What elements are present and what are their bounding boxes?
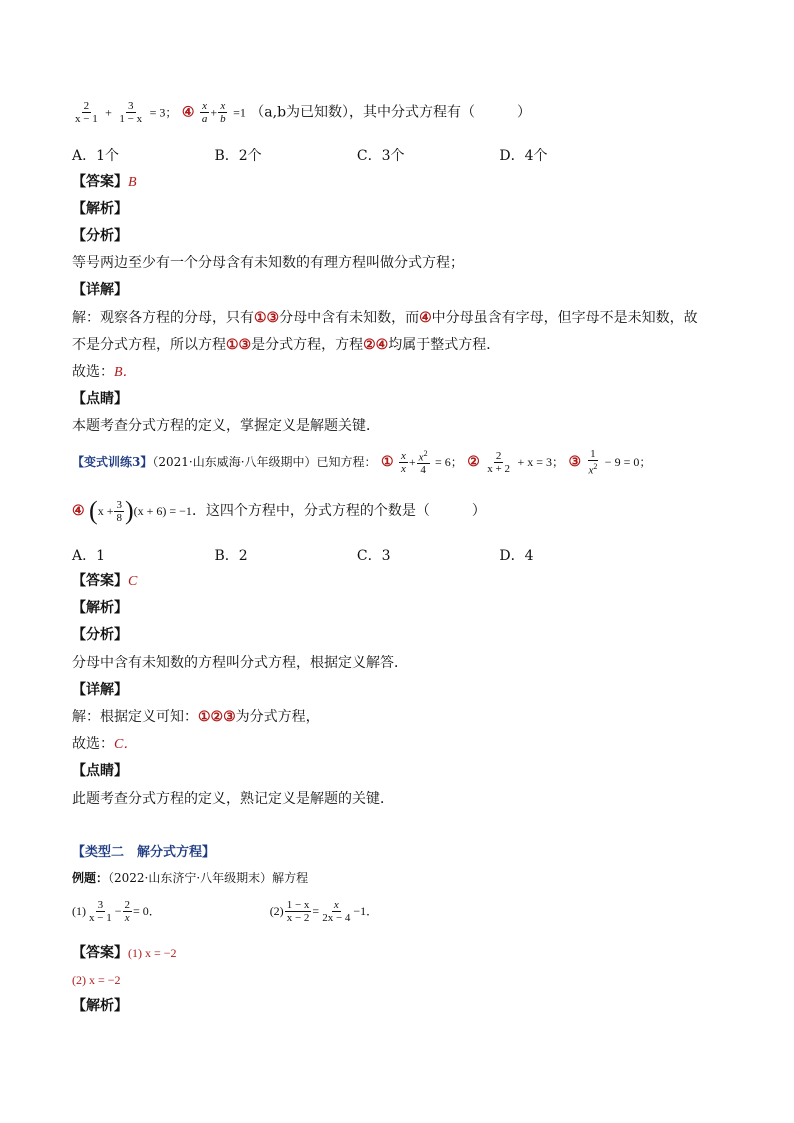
xiangjie-row bbox=[72, 681, 128, 699]
detail-text: 解：观察各方程的分母，只有 bbox=[72, 310, 254, 326]
fraction: $\frac{x}{a}$ bbox=[201, 100, 208, 125]
dianjing-text: 本题考查分式方程的定义，掌握定义是解题关键． bbox=[72, 418, 380, 434]
fraction: $\frac{3}{8}$ bbox=[116, 498, 122, 524]
fraction: $\frac{3}{x - 1}$ bbox=[89, 898, 112, 924]
xiangjie-label: 【详解】 bbox=[72, 282, 128, 298]
option-c: C．3个 bbox=[356, 148, 405, 164]
type2-heading bbox=[72, 843, 215, 862]
eq-text: = 6； bbox=[435, 455, 463, 469]
circle-number: ④ bbox=[181, 104, 195, 121]
fraction: $\frac{x}{2x - 4}$ bbox=[322, 898, 351, 924]
variant3-question-line1: 【变式训练3】（2021·山东威海·八年级期中）已知方程： ① $\frac{x}{x}$ + $\frac{x^2}{4}$ = 6； ② $\frac{2}{x + 2}$ + x = 3； ③ $\frac{1}{x^2}$ − 9 = 0； bbox=[72, 447, 652, 477]
options-row bbox=[72, 547, 637, 565]
jiexi-row bbox=[72, 200, 128, 218]
dianjing-label: 【点睛】 bbox=[72, 763, 128, 779]
fraction: $\frac{2}{x}$ bbox=[124, 898, 130, 924]
option-c: C．3 bbox=[356, 548, 391, 564]
variant-label: 【变式训练3】 bbox=[72, 455, 153, 469]
answer-row bbox=[72, 944, 177, 962]
circle-number: ④ bbox=[419, 310, 432, 326]
detail-text: 不是分式方程，所以方程 bbox=[72, 337, 226, 353]
select-row bbox=[72, 735, 137, 754]
fenxi-label: 【分析】 bbox=[72, 228, 128, 244]
circle-number: ① bbox=[380, 454, 394, 470]
detail-line bbox=[72, 708, 320, 726]
example-label: 例题： bbox=[72, 871, 109, 885]
detail-text: 均属于整式方程． bbox=[388, 337, 501, 353]
dianjing-text: 此题考查分式方程的定义，熟记定义是解题的关键． bbox=[72, 791, 394, 807]
fraction: $\frac{x^2}{4}$ bbox=[418, 448, 428, 477]
answer-label: 【答案】 bbox=[72, 174, 128, 190]
detail-text: 分母中含有未知数，而 bbox=[279, 310, 420, 326]
eq-text: (x + 6) = −1 bbox=[133, 504, 192, 518]
eq-text: = 3； bbox=[149, 105, 178, 120]
detail-text: 是分式方程，方程 bbox=[251, 337, 364, 353]
answer-value: C bbox=[128, 574, 138, 589]
select-text: 故选： bbox=[72, 364, 114, 380]
problems-row: (1) $\frac{3}{x - 1}$ − $\frac{2}{x}$ = 0． (2) $\frac{1 - x}{x - 2}$ = $\frac{x}{2x - 4}$ −1． bbox=[72, 898, 379, 924]
fraction: $\frac{2}{x + 2}$ bbox=[487, 449, 510, 475]
problem-label: (2) bbox=[269, 904, 284, 918]
eq-text: + x = 3； bbox=[517, 455, 564, 469]
eq-text: = bbox=[312, 904, 320, 918]
jiexi-row bbox=[72, 599, 128, 617]
problem-label: (1) bbox=[72, 904, 86, 918]
eq-text: = 0． bbox=[133, 904, 161, 918]
detail-text: 解：根据定义可知： bbox=[72, 709, 198, 725]
detail-line-1 bbox=[72, 309, 698, 327]
answer-value-2: (2) x = −2 bbox=[72, 973, 121, 987]
section-heading: 【类型二 解分式方程】 bbox=[72, 845, 216, 860]
options-row bbox=[72, 147, 637, 165]
fenxi-row bbox=[72, 227, 128, 245]
detail-line-2 bbox=[72, 336, 500, 354]
example-text: （2022·山东济宁·八年级期末）解方程 bbox=[108, 871, 309, 885]
question-text: （a,b为已知数），其中分式方程有（ ） bbox=[250, 104, 532, 121]
jiexi-label: 【解析】 bbox=[72, 998, 128, 1014]
fraction: $\frac{2}{x - 1}$ bbox=[75, 100, 98, 125]
xiangjie-row bbox=[72, 281, 128, 299]
circle-number: ①③ bbox=[226, 337, 252, 353]
select-text: 故选： bbox=[72, 736, 114, 752]
option-d: D．4 bbox=[499, 548, 534, 564]
fraction: $\frac{3}{1 - x}$ bbox=[119, 100, 143, 125]
eq-text: =1 bbox=[233, 105, 246, 120]
option-a: A．1个 bbox=[72, 148, 120, 164]
fenxi-label: 【分析】 bbox=[72, 627, 128, 643]
option-d: D．4个 bbox=[499, 148, 548, 164]
fraction: $\frac{1 - x}{x - 2}$ bbox=[286, 898, 310, 924]
eq-text: −1． bbox=[353, 904, 379, 918]
variant-source: （2021·山东威海·八年级期中）已知方程： bbox=[152, 455, 377, 469]
circle-number: ③ bbox=[568, 454, 581, 470]
detail-text: 为分式方程， bbox=[235, 709, 320, 725]
answer-row bbox=[72, 572, 137, 591]
jiexi-row bbox=[72, 997, 128, 1015]
circle-number: ② bbox=[467, 454, 480, 470]
jiexi-label: 【解析】 bbox=[72, 201, 128, 217]
detail-text: 中分母虽含有字母，但字母不是未知数，故 bbox=[431, 310, 698, 326]
dianjing-label: 【点睛】 bbox=[72, 391, 128, 407]
answer-label: 【答案】 bbox=[72, 573, 128, 589]
option-b: B．2 bbox=[214, 548, 248, 564]
circle-number: ①②③ bbox=[198, 709, 236, 725]
jiexi-label: 【解析】 bbox=[72, 600, 128, 616]
fenxi-text: 等号两边至少有一个分母含有未知数的有理方程叫做分式方程； bbox=[72, 255, 464, 271]
variant3-question-line2: ④ (x + $\frac{3}{8}$ )(x + 6) = −1．这四个方程中，分式方程的个数是（ ） bbox=[72, 496, 486, 525]
circle-number: ④ bbox=[72, 503, 85, 519]
circle-number: ②④ bbox=[363, 337, 389, 353]
circle-number: ①③ bbox=[254, 310, 280, 326]
xiangjie-label: 【详解】 bbox=[72, 682, 128, 698]
prev-question-line: $\frac{2}{x - 1}$ + $\frac{3}{1 - x}$ = 3； ④ $\frac{x}{a}$ + $\frac{x}{b}$ =1 （a,b为已知数），其中分式方程有（ ） bbox=[75, 100, 532, 125]
option-b: B．2个 bbox=[214, 148, 262, 164]
select-value: C． bbox=[114, 737, 138, 752]
select-row bbox=[72, 363, 137, 382]
example-row bbox=[72, 869, 308, 887]
option-a: A．1 bbox=[72, 548, 106, 564]
fraction: $\frac{x}{b}$ bbox=[220, 100, 226, 125]
fraction: $\frac{1}{x^2}$ bbox=[588, 447, 598, 477]
answer-value: B bbox=[128, 175, 137, 190]
fenxi-row bbox=[72, 626, 128, 644]
fenxi-text: 分母中含有未知数的方程叫分式方程，根据定义解答． bbox=[72, 655, 408, 671]
select-value: B． bbox=[114, 365, 137, 380]
answer-row bbox=[72, 173, 137, 192]
answer-row-2 bbox=[72, 971, 121, 989]
dianjing-row bbox=[72, 390, 128, 408]
dianjing-row bbox=[72, 762, 128, 780]
answer-value-1: (1) x = −2 bbox=[128, 946, 177, 960]
question-text: ．这四个方程中，分式方程的个数是（ ） bbox=[191, 503, 486, 519]
answer-label: 【答案】 bbox=[72, 945, 128, 961]
eq-text: − 9 = 0； bbox=[604, 455, 652, 469]
fraction: $\frac{x}{x}$ bbox=[401, 449, 406, 475]
